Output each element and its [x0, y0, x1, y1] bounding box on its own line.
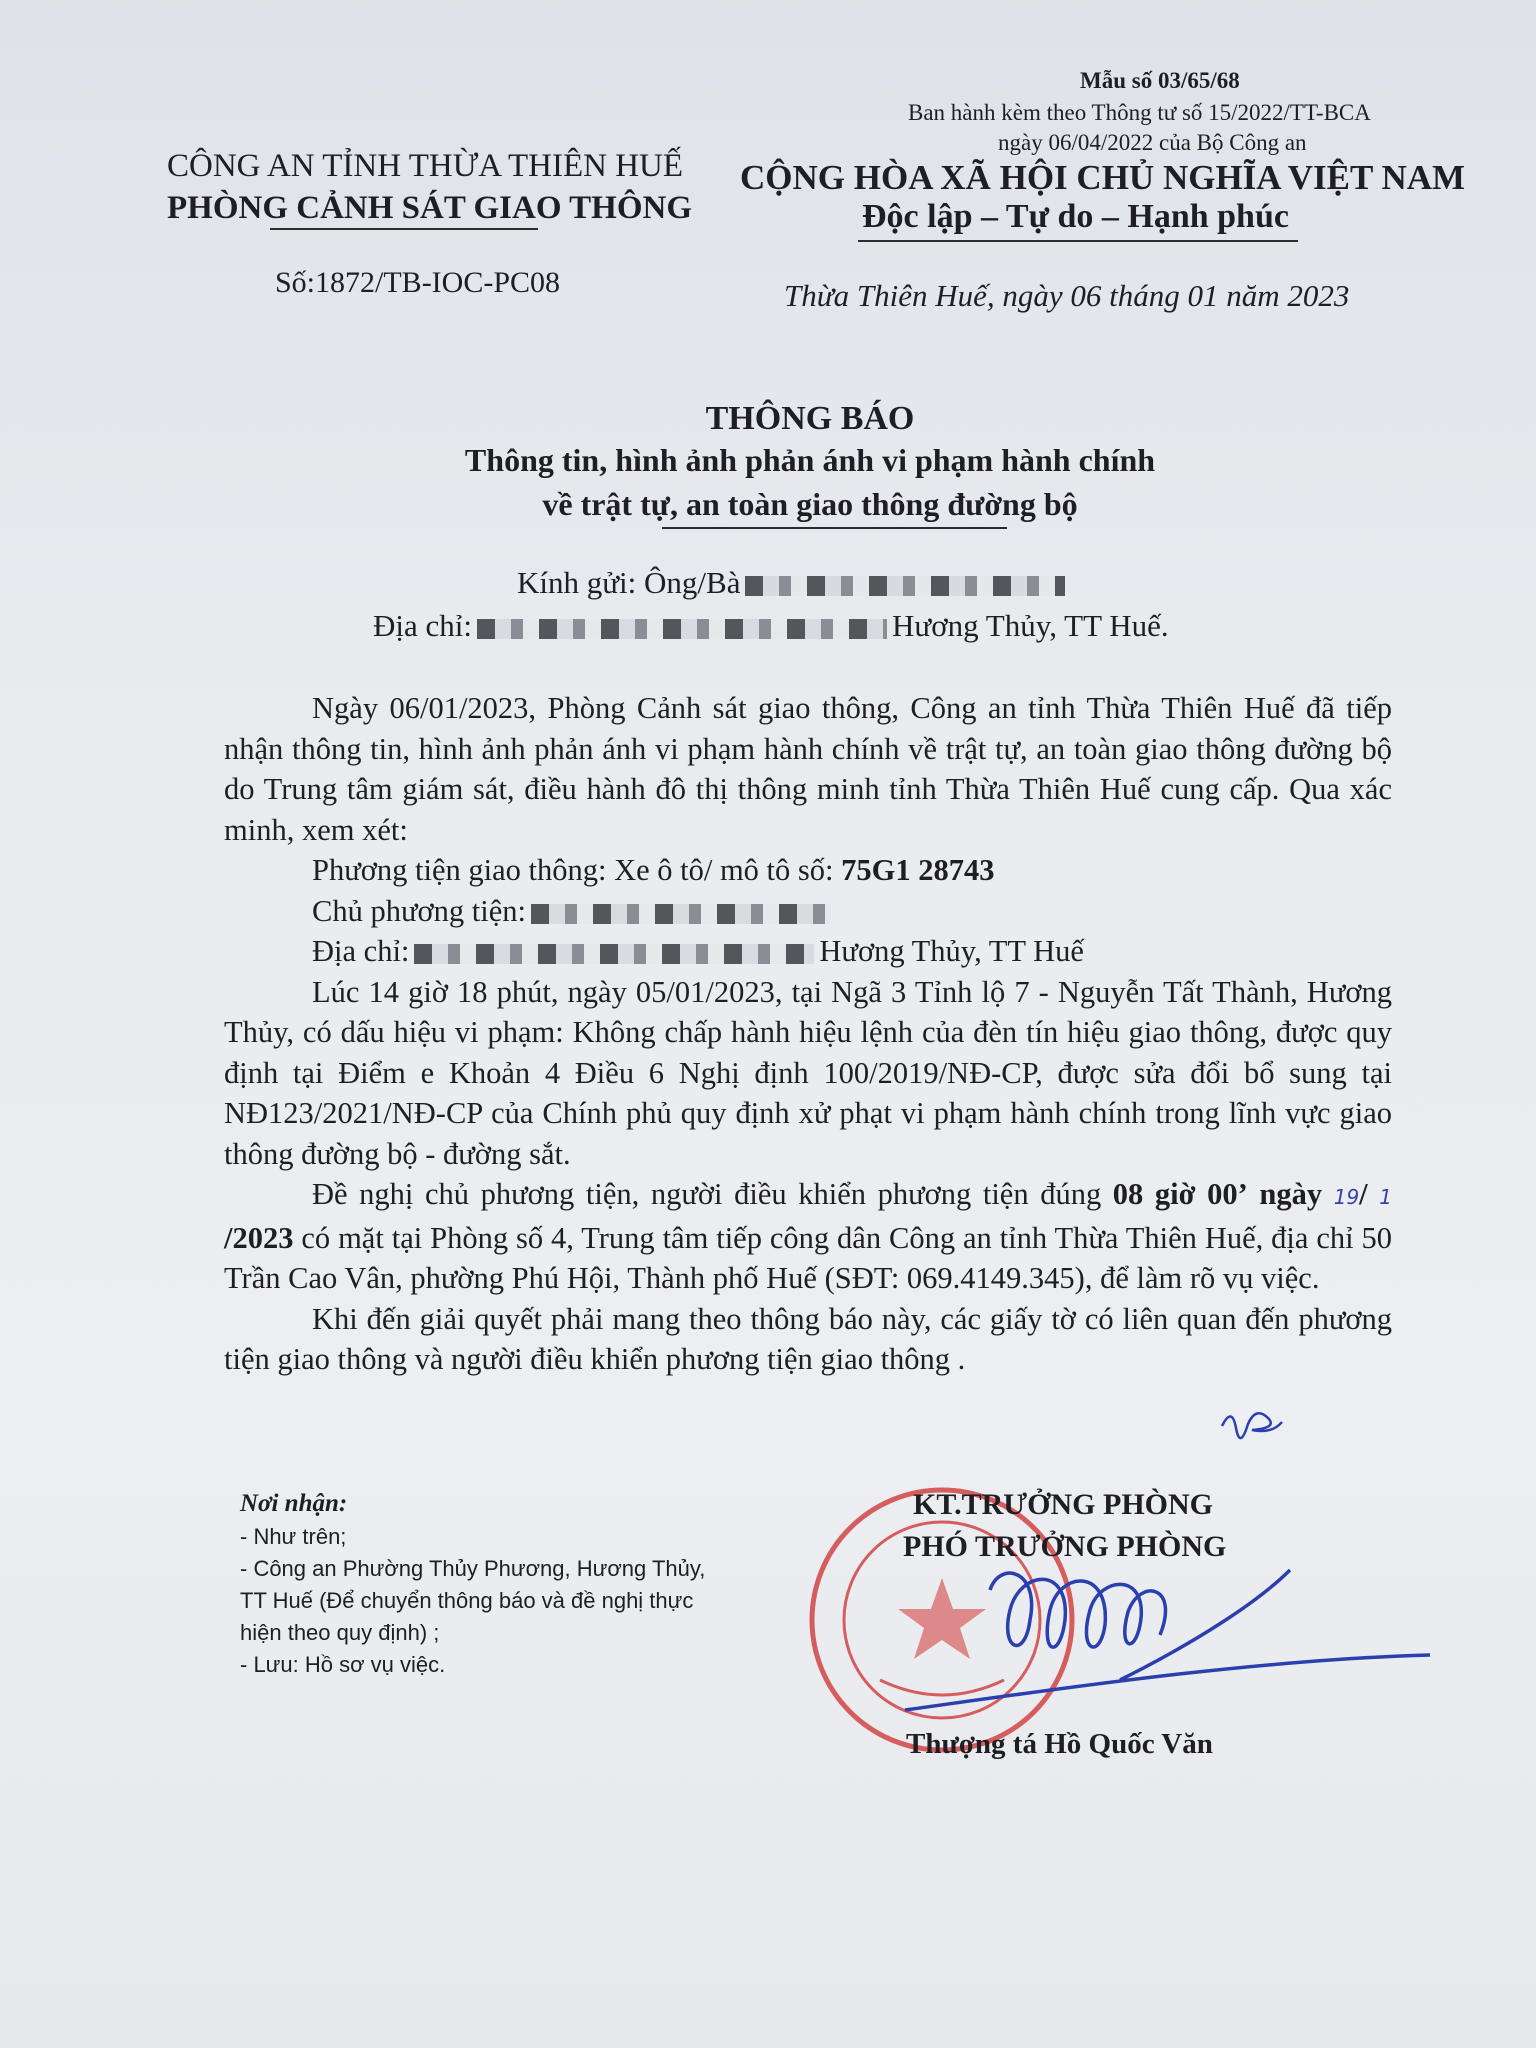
owner-address-label: Địa chỉ:: [312, 934, 410, 968]
republic-name: CỘNG HÒA XÃ HỘI CHỦ NGHĨA VIỆT NAM: [740, 158, 1466, 197]
address-tail: Hương Thủy, TT Huế.: [892, 608, 1169, 643]
document-number: Số:1872/TB-IOC-PC08: [275, 266, 561, 299]
request-text-a: Đề nghị chủ phương tiện, người điều khiển phương tiện đúng: [312, 1177, 1113, 1211]
form-number: Mẫu số 03/65/68: [1080, 68, 1240, 93]
official-seal: [812, 1490, 1072, 1750]
recipient-item: - Công an Phường Thủy Phương, Hương Thủy,: [240, 1556, 706, 1581]
vehicle-label: Phương tiện giao thông: Xe ô tô/ mô tô số:: [312, 853, 842, 887]
issued-line-1: Ban hành kèm theo Thông tư số 15/2022/TT-BCA: [908, 100, 1371, 125]
closing-paragraph: Khi đến giải quyết phải mang theo thông báo này, các giấy tờ có liên quan đến phương tiện giao thông và người điều khiển phương tiện giao thông .: [224, 1301, 1392, 1376]
handwritten-month: 1: [1379, 1185, 1392, 1209]
recipients-label: Nơi nhận:: [240, 1490, 348, 1517]
document-title: THÔNG BÁO: [705, 400, 915, 437]
document-subtitle-1: Thông tin, hình ảnh phản ánh vi phạm hành chính: [464, 442, 1156, 478]
recipient-item: TT Huế (Để chuyển thông báo và đề nghị thực: [240, 1588, 694, 1613]
signer-title-1: KT.TRƯỞNG PHÒNG: [913, 1488, 1213, 1521]
signer-name: Thượng tá Hồ Quốc Văn: [906, 1728, 1213, 1760]
intro-paragraph: Ngày 06/01/2023, Phòng Cảnh sát giao thông, Công an tỉnh Thừa Thiên Huế đã tiếp nhận thông tin, hình ảnh phản ánh vi phạm hành chính về trật tự, an toàn giao thông đường bộ do Trung tâm giám sát, điều hành đô thị thông minh tỉnh Thừa Thiên Huế cung cấp. Qua xác minh, xem xét:: [224, 691, 1392, 847]
vehicle-plate: 75G1 28743: [841, 853, 995, 887]
request-text-b: có mặt tại Phòng số 4, Trung tâm tiếp công dân Công an tỉnh Thừa Thiên Huế, địa chỉ 50 Trần Cao Vân, phường Phú Hội, Thành phố Huế (SĐT: 069.4149.345), để làm rõ vụ việc.: [224, 1220, 1392, 1295]
signer-title-2: PHÓ TRƯỞNG PHÒNG: [903, 1530, 1227, 1563]
recipient-item: - Lưu: Hồ sơ vụ việc.: [240, 1652, 446, 1677]
document-date: Thừa Thiên Huế, ngày 06 tháng 01 năm 2023: [784, 278, 1350, 313]
address-label: Địa chỉ:: [373, 608, 472, 643]
document-subtitle-2: về trật tự, an toàn giao thông đường bộ: [542, 486, 1078, 522]
owner-address-tail: Hương Thủy, TT Huế: [819, 934, 1084, 968]
department-name: PHÒNG CẢNH SÁT GIAO THÔNG: [167, 190, 693, 226]
recipient-item: hiện theo quy định) ;: [240, 1620, 440, 1645]
agency-name: CÔNG AN TỈNH THỪA THIÊN HUẾ: [167, 148, 684, 184]
issued-line-2: ngày 06/04/2022 của Bộ Công an: [998, 130, 1307, 155]
violation-paragraph: Lúc 14 giờ 18 phút, ngày 05/01/2023, tại Ngã 3 Tỉnh lộ 7 - Nguyễn Tất Thành, Hương Thủy, có dấu hiệu vi phạm: Không chấp hành hiệu lệnh của đèn tín hiệu giao thông, được quy định tại Điểm e Khoản 4 Điều 6 Nghị định 100/2019/NĐ-CP, được sửa đổi bổ sung tại NĐ123/2021/NĐ-CP của Chính phủ quy định xử phạt vi phạm hành chính trong lĩnh vực giao thông đường bộ - đường sắt.: [224, 974, 1392, 1171]
request-time: 08 giờ 00’: [1112, 1177, 1248, 1211]
recipient-greeting: Kính gửi: Ông/Bà: [517, 565, 741, 600]
national-motto: Độc lập – Tự do – Hạnh phúc: [862, 198, 1289, 235]
date-separator: /: [1359, 1177, 1368, 1211]
handwritten-day: 19: [1333, 1185, 1360, 1209]
initial-mark: [1222, 1413, 1282, 1438]
recipient-item: - Như trên;: [240, 1524, 347, 1549]
request-day-label: ngày: [1259, 1177, 1323, 1211]
owner-label: Chủ phương tiện:: [312, 893, 526, 928]
request-year: /2023: [224, 1220, 294, 1255]
